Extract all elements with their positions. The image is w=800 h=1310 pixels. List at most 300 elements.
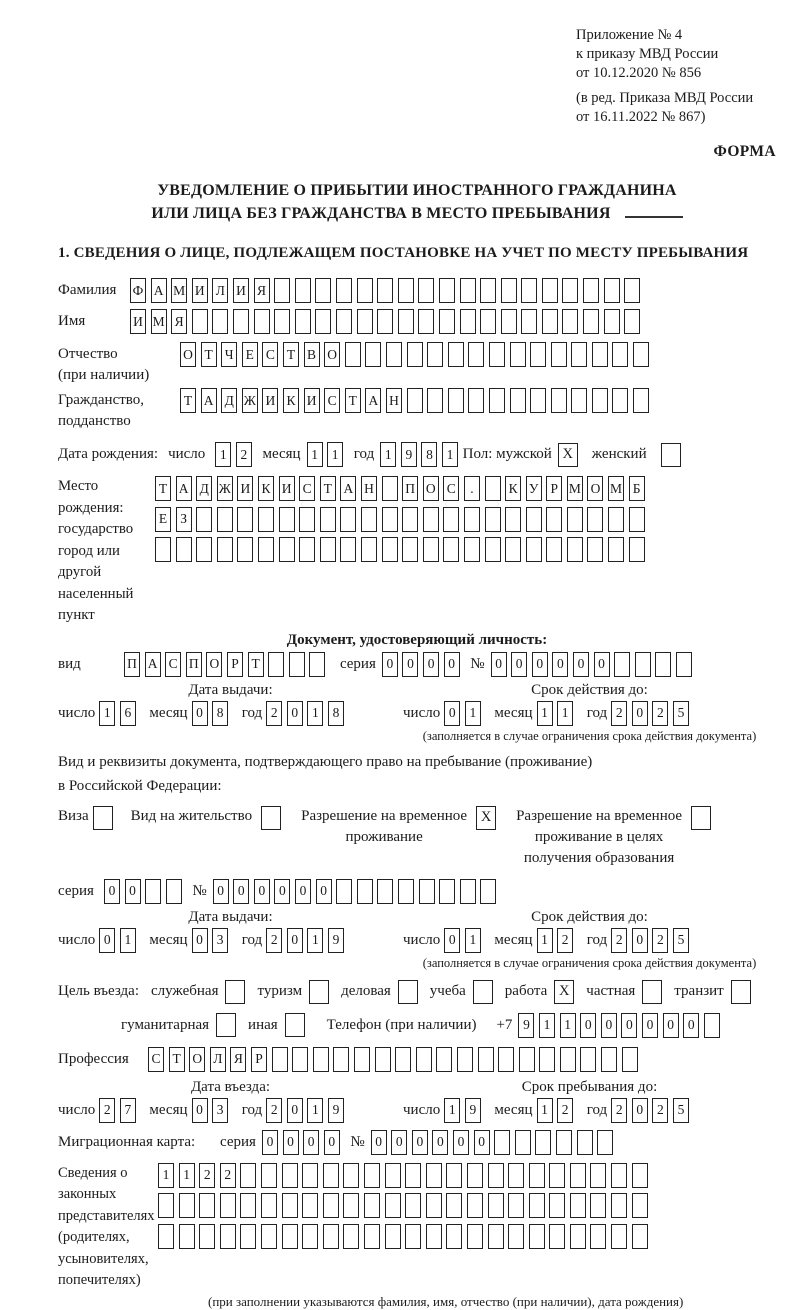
purpose-work-checkbox[interactable]: X bbox=[554, 980, 574, 1004]
form-cell[interactable] bbox=[295, 309, 311, 334]
form-cell[interactable]: 0 bbox=[532, 652, 548, 677]
form-cell[interactable]: 0 bbox=[423, 652, 439, 677]
form-cell[interactable]: 5 bbox=[673, 701, 689, 726]
form-cell[interactable]: 0 bbox=[283, 1130, 299, 1155]
form-cell[interactable] bbox=[562, 309, 578, 334]
form-cell[interactable]: 1 bbox=[158, 1163, 174, 1188]
form-cell[interactable]: 0 bbox=[213, 879, 229, 904]
form-cell[interactable]: 0 bbox=[573, 652, 589, 677]
form-cell[interactable]: 9 bbox=[465, 1098, 481, 1123]
form-cell[interactable] bbox=[485, 476, 501, 501]
form-cell[interactable]: 1 bbox=[560, 1013, 576, 1038]
form-cell[interactable]: Д bbox=[196, 476, 212, 501]
form-cell[interactable] bbox=[364, 1193, 380, 1218]
form-cell[interactable] bbox=[240, 1163, 256, 1188]
form-cell[interactable] bbox=[382, 476, 398, 501]
form-cell[interactable] bbox=[377, 879, 393, 904]
form-cell[interactable]: А bbox=[340, 476, 356, 501]
form-cell[interactable] bbox=[704, 1013, 720, 1038]
form-cell[interactable] bbox=[622, 1047, 638, 1072]
form-cell[interactable] bbox=[612, 388, 628, 413]
form-cell[interactable]: 1 bbox=[465, 928, 481, 953]
form-cell[interactable] bbox=[333, 1047, 349, 1072]
form-cell[interactable]: О bbox=[587, 476, 603, 501]
form-cell[interactable]: 0 bbox=[287, 1098, 303, 1123]
form-cell[interactable] bbox=[467, 1224, 483, 1249]
form-cell[interactable]: 0 bbox=[254, 879, 270, 904]
form-cell[interactable]: 0 bbox=[371, 1130, 387, 1155]
form-cell[interactable] bbox=[583, 309, 599, 334]
form-cell[interactable] bbox=[604, 309, 620, 334]
form-cell[interactable] bbox=[604, 278, 620, 303]
form-cell[interactable]: А bbox=[365, 388, 381, 413]
form-cell[interactable] bbox=[176, 537, 192, 562]
form-cell[interactable] bbox=[489, 388, 505, 413]
form-cell[interactable] bbox=[423, 537, 439, 562]
form-cell[interactable]: 0 bbox=[642, 1013, 658, 1038]
form-cell[interactable] bbox=[611, 1163, 627, 1188]
form-cell[interactable] bbox=[629, 537, 645, 562]
form-cell[interactable]: Т bbox=[169, 1047, 185, 1072]
form-cell[interactable]: 1 bbox=[557, 701, 573, 726]
form-cell[interactable]: 1 bbox=[537, 1098, 553, 1123]
form-cell[interactable]: 0 bbox=[287, 701, 303, 726]
form-cell[interactable] bbox=[446, 1163, 462, 1188]
form-cell[interactable]: 2 bbox=[652, 1098, 668, 1123]
form-cell[interactable]: М bbox=[608, 476, 624, 501]
form-cell[interactable] bbox=[567, 537, 583, 562]
form-cell[interactable]: 1 bbox=[537, 701, 553, 726]
form-cell[interactable] bbox=[212, 309, 228, 334]
form-cell[interactable]: 2 bbox=[220, 1163, 236, 1188]
temp-residence-education-checkbox[interactable] bbox=[691, 806, 711, 830]
form-cell[interactable]: 2 bbox=[236, 442, 252, 467]
form-cell[interactable] bbox=[505, 507, 521, 532]
form-cell[interactable] bbox=[551, 342, 567, 367]
form-cell[interactable]: О bbox=[180, 342, 196, 367]
form-cell[interactable] bbox=[530, 342, 546, 367]
form-cell[interactable]: Н bbox=[361, 476, 377, 501]
form-cell[interactable]: 0 bbox=[601, 1013, 617, 1038]
form-cell[interactable] bbox=[592, 342, 608, 367]
form-cell[interactable] bbox=[196, 537, 212, 562]
form-cell[interactable]: О bbox=[324, 342, 340, 367]
form-cell[interactable]: Ж bbox=[217, 476, 233, 501]
form-cell[interactable] bbox=[570, 1193, 586, 1218]
form-cell[interactable]: 0 bbox=[552, 652, 568, 677]
purpose-business-checkbox[interactable] bbox=[398, 980, 418, 1004]
temp-residence-checkbox[interactable]: X bbox=[476, 806, 496, 830]
form-cell[interactable] bbox=[385, 1163, 401, 1188]
form-cell[interactable] bbox=[635, 652, 651, 677]
form-cell[interactable] bbox=[407, 342, 423, 367]
form-cell[interactable] bbox=[521, 278, 537, 303]
form-cell[interactable] bbox=[526, 507, 542, 532]
form-cell[interactable] bbox=[592, 388, 608, 413]
form-cell[interactable] bbox=[354, 1047, 370, 1072]
form-cell[interactable] bbox=[220, 1193, 236, 1218]
form-cell[interactable]: Т bbox=[283, 342, 299, 367]
form-cell[interactable] bbox=[418, 278, 434, 303]
form-cell[interactable]: 2 bbox=[652, 701, 668, 726]
form-cell[interactable] bbox=[624, 278, 640, 303]
form-cell[interactable] bbox=[240, 1193, 256, 1218]
form-cell[interactable]: 1 bbox=[465, 701, 481, 726]
form-cell[interactable] bbox=[361, 537, 377, 562]
form-cell[interactable] bbox=[587, 537, 603, 562]
form-cell[interactable]: 0 bbox=[491, 652, 507, 677]
form-cell[interactable] bbox=[418, 309, 434, 334]
form-cell[interactable] bbox=[508, 1193, 524, 1218]
form-cell[interactable] bbox=[155, 537, 171, 562]
form-cell[interactable] bbox=[398, 309, 414, 334]
form-cell[interactable] bbox=[597, 1130, 613, 1155]
form-cell[interactable] bbox=[549, 1224, 565, 1249]
form-cell[interactable] bbox=[364, 1224, 380, 1249]
form-cell[interactable]: 2 bbox=[266, 701, 282, 726]
form-cell[interactable] bbox=[340, 507, 356, 532]
form-cell[interactable]: 0 bbox=[412, 1130, 428, 1155]
form-cell[interactable]: 0 bbox=[391, 1130, 407, 1155]
form-cell[interactable] bbox=[323, 1224, 339, 1249]
form-cell[interactable]: И bbox=[130, 309, 146, 334]
form-cell[interactable]: 0 bbox=[262, 1130, 278, 1155]
form-cell[interactable]: О bbox=[206, 652, 222, 677]
form-cell[interactable] bbox=[199, 1193, 215, 1218]
form-cell[interactable] bbox=[587, 507, 603, 532]
form-cell[interactable]: 0 bbox=[632, 928, 648, 953]
form-cell[interactable] bbox=[489, 342, 505, 367]
form-cell[interactable]: 0 bbox=[192, 928, 208, 953]
form-cell[interactable]: А bbox=[176, 476, 192, 501]
form-cell[interactable]: 0 bbox=[580, 1013, 596, 1038]
form-cell[interactable] bbox=[460, 309, 476, 334]
form-cell[interactable] bbox=[395, 1047, 411, 1072]
form-cell[interactable]: 0 bbox=[621, 1013, 637, 1038]
form-cell[interactable] bbox=[343, 1163, 359, 1188]
form-cell[interactable] bbox=[261, 1193, 277, 1218]
form-cell[interactable] bbox=[611, 1224, 627, 1249]
form-cell[interactable]: П bbox=[186, 652, 202, 677]
form-cell[interactable] bbox=[313, 1047, 329, 1072]
form-cell[interactable]: 1 bbox=[215, 442, 231, 467]
form-cell[interactable]: П bbox=[402, 476, 418, 501]
form-cell[interactable] bbox=[457, 1047, 473, 1072]
form-cell[interactable] bbox=[377, 278, 393, 303]
form-cell[interactable]: Р bbox=[251, 1047, 267, 1072]
form-cell[interactable]: 1 bbox=[179, 1163, 195, 1188]
form-cell[interactable] bbox=[166, 879, 182, 904]
form-cell[interactable] bbox=[590, 1224, 606, 1249]
form-cell[interactable] bbox=[386, 342, 402, 367]
form-cell[interactable]: С bbox=[165, 652, 181, 677]
form-cell[interactable]: 7 bbox=[120, 1098, 136, 1123]
form-cell[interactable] bbox=[529, 1224, 545, 1249]
form-cell[interactable]: 0 bbox=[233, 879, 249, 904]
form-cell[interactable] bbox=[624, 309, 640, 334]
form-cell[interactable] bbox=[405, 1224, 421, 1249]
form-cell[interactable] bbox=[530, 388, 546, 413]
form-cell[interactable] bbox=[521, 309, 537, 334]
form-cell[interactable] bbox=[158, 1193, 174, 1218]
form-cell[interactable]: 0 bbox=[444, 701, 460, 726]
form-cell[interactable]: Т bbox=[180, 388, 196, 413]
form-cell[interactable] bbox=[562, 278, 578, 303]
form-cell[interactable] bbox=[551, 388, 567, 413]
form-cell[interactable] bbox=[601, 1047, 617, 1072]
form-cell[interactable] bbox=[526, 537, 542, 562]
form-cell[interactable]: Н bbox=[386, 388, 402, 413]
form-cell[interactable]: К bbox=[258, 476, 274, 501]
form-cell[interactable] bbox=[364, 1163, 380, 1188]
form-cell[interactable]: 6 bbox=[120, 701, 136, 726]
form-cell[interactable] bbox=[416, 1047, 432, 1072]
form-cell[interactable]: В bbox=[304, 342, 320, 367]
form-cell[interactable]: И bbox=[233, 278, 249, 303]
form-cell[interactable] bbox=[217, 507, 233, 532]
form-cell[interactable]: Т bbox=[155, 476, 171, 501]
form-cell[interactable] bbox=[542, 309, 558, 334]
form-cell[interactable] bbox=[560, 1047, 576, 1072]
form-cell[interactable] bbox=[467, 1163, 483, 1188]
form-cell[interactable] bbox=[549, 1163, 565, 1188]
form-cell[interactable] bbox=[282, 1193, 298, 1218]
form-cell[interactable] bbox=[501, 309, 517, 334]
form-cell[interactable]: М bbox=[567, 476, 583, 501]
form-cell[interactable] bbox=[467, 1193, 483, 1218]
form-cell[interactable] bbox=[529, 1193, 545, 1218]
form-cell[interactable] bbox=[443, 507, 459, 532]
form-cell[interactable]: С bbox=[443, 476, 459, 501]
form-cell[interactable] bbox=[612, 342, 628, 367]
form-cell[interactable] bbox=[577, 1130, 593, 1155]
form-cell[interactable] bbox=[488, 1193, 504, 1218]
form-cell[interactable] bbox=[309, 652, 325, 677]
form-cell[interactable]: Т bbox=[320, 476, 336, 501]
form-cell[interactable]: 0 bbox=[402, 652, 418, 677]
form-cell[interactable] bbox=[357, 309, 373, 334]
form-cell[interactable] bbox=[196, 507, 212, 532]
form-cell[interactable] bbox=[398, 879, 414, 904]
form-cell[interactable] bbox=[508, 1224, 524, 1249]
form-cell[interactable]: 3 bbox=[212, 928, 228, 953]
form-cell[interactable]: 0 bbox=[316, 879, 332, 904]
form-cell[interactable] bbox=[446, 1224, 462, 1249]
form-cell[interactable] bbox=[485, 537, 501, 562]
form-cell[interactable] bbox=[315, 309, 331, 334]
form-cell[interactable] bbox=[480, 309, 496, 334]
form-cell[interactable] bbox=[427, 388, 443, 413]
form-cell[interactable] bbox=[494, 1130, 510, 1155]
form-cell[interactable] bbox=[377, 309, 393, 334]
form-cell[interactable] bbox=[611, 1193, 627, 1218]
residence-permit-checkbox[interactable] bbox=[261, 806, 281, 830]
form-cell[interactable]: И bbox=[279, 476, 295, 501]
form-cell[interactable]: 2 bbox=[266, 1098, 282, 1123]
form-cell[interactable]: 2 bbox=[557, 1098, 573, 1123]
form-cell[interactable]: 0 bbox=[663, 1013, 679, 1038]
form-cell[interactable]: М bbox=[171, 278, 187, 303]
form-cell[interactable] bbox=[655, 652, 671, 677]
form-cell[interactable]: 0 bbox=[453, 1130, 469, 1155]
form-cell[interactable] bbox=[629, 507, 645, 532]
form-cell[interactable]: 0 bbox=[303, 1130, 319, 1155]
form-cell[interactable] bbox=[261, 1224, 277, 1249]
form-cell[interactable]: 0 bbox=[632, 701, 648, 726]
form-cell[interactable]: 1 bbox=[307, 928, 323, 953]
form-cell[interactable]: И bbox=[192, 278, 208, 303]
form-cell[interactable] bbox=[580, 1047, 596, 1072]
form-cell[interactable] bbox=[233, 309, 249, 334]
form-cell[interactable]: 2 bbox=[611, 928, 627, 953]
form-cell[interactable]: . bbox=[464, 476, 480, 501]
form-cell[interactable] bbox=[258, 537, 274, 562]
form-cell[interactable] bbox=[320, 507, 336, 532]
form-cell[interactable]: Я bbox=[171, 309, 187, 334]
form-cell[interactable]: 8 bbox=[421, 442, 437, 467]
form-cell[interactable]: А bbox=[145, 652, 161, 677]
form-cell[interactable]: 0 bbox=[444, 928, 460, 953]
form-cell[interactable]: А bbox=[151, 278, 167, 303]
form-cell[interactable]: Л bbox=[212, 278, 228, 303]
form-cell[interactable] bbox=[145, 879, 161, 904]
form-cell[interactable]: 1 bbox=[327, 442, 343, 467]
form-cell[interactable] bbox=[423, 507, 439, 532]
form-cell[interactable] bbox=[385, 1193, 401, 1218]
form-cell[interactable]: 2 bbox=[99, 1098, 115, 1123]
form-cell[interactable] bbox=[439, 278, 455, 303]
purpose-study-checkbox[interactable] bbox=[473, 980, 493, 1004]
form-cell[interactable] bbox=[468, 388, 484, 413]
form-cell[interactable]: 9 bbox=[518, 1013, 534, 1038]
form-cell[interactable] bbox=[336, 879, 352, 904]
form-cell[interactable]: Ф bbox=[130, 278, 146, 303]
form-cell[interactable]: Р bbox=[227, 652, 243, 677]
form-cell[interactable] bbox=[282, 1163, 298, 1188]
form-cell[interactable] bbox=[274, 278, 290, 303]
form-cell[interactable] bbox=[614, 652, 630, 677]
form-cell[interactable]: 0 bbox=[382, 652, 398, 677]
form-cell[interactable]: У bbox=[526, 476, 542, 501]
form-cell[interactable] bbox=[505, 537, 521, 562]
form-cell[interactable]: 1 bbox=[537, 928, 553, 953]
form-cell[interactable] bbox=[299, 507, 315, 532]
form-cell[interactable] bbox=[488, 1163, 504, 1188]
form-cell[interactable]: Е bbox=[242, 342, 258, 367]
form-cell[interactable] bbox=[343, 1193, 359, 1218]
form-cell[interactable] bbox=[343, 1224, 359, 1249]
form-cell[interactable]: 2 bbox=[266, 928, 282, 953]
purpose-other-checkbox[interactable] bbox=[285, 1013, 305, 1037]
form-cell[interactable] bbox=[632, 1163, 648, 1188]
form-cell[interactable] bbox=[279, 537, 295, 562]
form-cell[interactable] bbox=[302, 1224, 318, 1249]
form-cell[interactable] bbox=[302, 1193, 318, 1218]
form-cell[interactable] bbox=[464, 537, 480, 562]
form-cell[interactable] bbox=[608, 507, 624, 532]
form-cell[interactable] bbox=[515, 1130, 531, 1155]
purpose-tourism-checkbox[interactable] bbox=[309, 980, 329, 1004]
form-cell[interactable]: И bbox=[237, 476, 253, 501]
form-cell[interactable] bbox=[426, 1224, 442, 1249]
form-cell[interactable] bbox=[382, 537, 398, 562]
form-cell[interactable] bbox=[460, 879, 476, 904]
form-cell[interactable]: 9 bbox=[401, 442, 417, 467]
form-cell[interactable]: К bbox=[505, 476, 521, 501]
form-cell[interactable] bbox=[546, 537, 562, 562]
form-cell[interactable] bbox=[480, 278, 496, 303]
form-cell[interactable]: 0 bbox=[632, 1098, 648, 1123]
form-cell[interactable]: 0 bbox=[274, 879, 290, 904]
form-cell[interactable]: 9 bbox=[328, 1098, 344, 1123]
form-cell[interactable] bbox=[556, 1130, 572, 1155]
form-cell[interactable] bbox=[240, 1224, 256, 1249]
purpose-private-checkbox[interactable] bbox=[642, 980, 662, 1004]
purpose-humanitarian-checkbox[interactable] bbox=[216, 1013, 236, 1037]
form-cell[interactable] bbox=[480, 879, 496, 904]
form-cell[interactable] bbox=[448, 388, 464, 413]
form-cell[interactable] bbox=[158, 1224, 174, 1249]
form-cell[interactable]: Т bbox=[201, 342, 217, 367]
form-cell[interactable] bbox=[407, 388, 423, 413]
form-cell[interactable]: 1 bbox=[120, 928, 136, 953]
form-cell[interactable]: З bbox=[176, 507, 192, 532]
form-cell[interactable] bbox=[258, 507, 274, 532]
form-cell[interactable] bbox=[542, 278, 558, 303]
form-cell[interactable] bbox=[217, 537, 233, 562]
form-cell[interactable] bbox=[460, 278, 476, 303]
form-cell[interactable] bbox=[583, 278, 599, 303]
form-cell[interactable] bbox=[323, 1163, 339, 1188]
form-cell[interactable]: 2 bbox=[611, 1098, 627, 1123]
form-cell[interactable] bbox=[633, 388, 649, 413]
form-cell[interactable] bbox=[315, 278, 331, 303]
form-cell[interactable] bbox=[443, 537, 459, 562]
form-cell[interactable]: 0 bbox=[99, 928, 115, 953]
form-cell[interactable] bbox=[439, 879, 455, 904]
form-cell[interactable]: 8 bbox=[328, 701, 344, 726]
form-cell[interactable] bbox=[357, 278, 373, 303]
form-cell[interactable]: 2 bbox=[611, 701, 627, 726]
form-cell[interactable]: П bbox=[124, 652, 140, 677]
form-cell[interactable] bbox=[237, 537, 253, 562]
form-cell[interactable] bbox=[419, 879, 435, 904]
form-cell[interactable]: 2 bbox=[557, 928, 573, 953]
form-cell[interactable] bbox=[289, 652, 305, 677]
form-cell[interactable] bbox=[299, 537, 315, 562]
form-cell[interactable] bbox=[448, 342, 464, 367]
form-cell[interactable]: Я bbox=[230, 1047, 246, 1072]
form-cell[interactable]: 8 bbox=[212, 701, 228, 726]
form-cell[interactable] bbox=[590, 1163, 606, 1188]
form-cell[interactable] bbox=[199, 1224, 215, 1249]
form-cell[interactable] bbox=[375, 1047, 391, 1072]
form-cell[interactable]: Т bbox=[248, 652, 264, 677]
form-cell[interactable]: Ж bbox=[242, 388, 258, 413]
form-cell[interactable] bbox=[535, 1130, 551, 1155]
form-cell[interactable] bbox=[192, 309, 208, 334]
form-cell[interactable]: 2 bbox=[199, 1163, 215, 1188]
form-cell[interactable]: 9 bbox=[328, 928, 344, 953]
form-cell[interactable]: С bbox=[148, 1047, 164, 1072]
form-cell[interactable] bbox=[676, 652, 692, 677]
form-cell[interactable]: К bbox=[283, 388, 299, 413]
form-cell[interactable] bbox=[323, 1193, 339, 1218]
form-cell[interactable] bbox=[633, 342, 649, 367]
form-cell[interactable] bbox=[357, 879, 373, 904]
form-cell[interactable]: 5 bbox=[673, 1098, 689, 1123]
form-cell[interactable] bbox=[529, 1163, 545, 1188]
